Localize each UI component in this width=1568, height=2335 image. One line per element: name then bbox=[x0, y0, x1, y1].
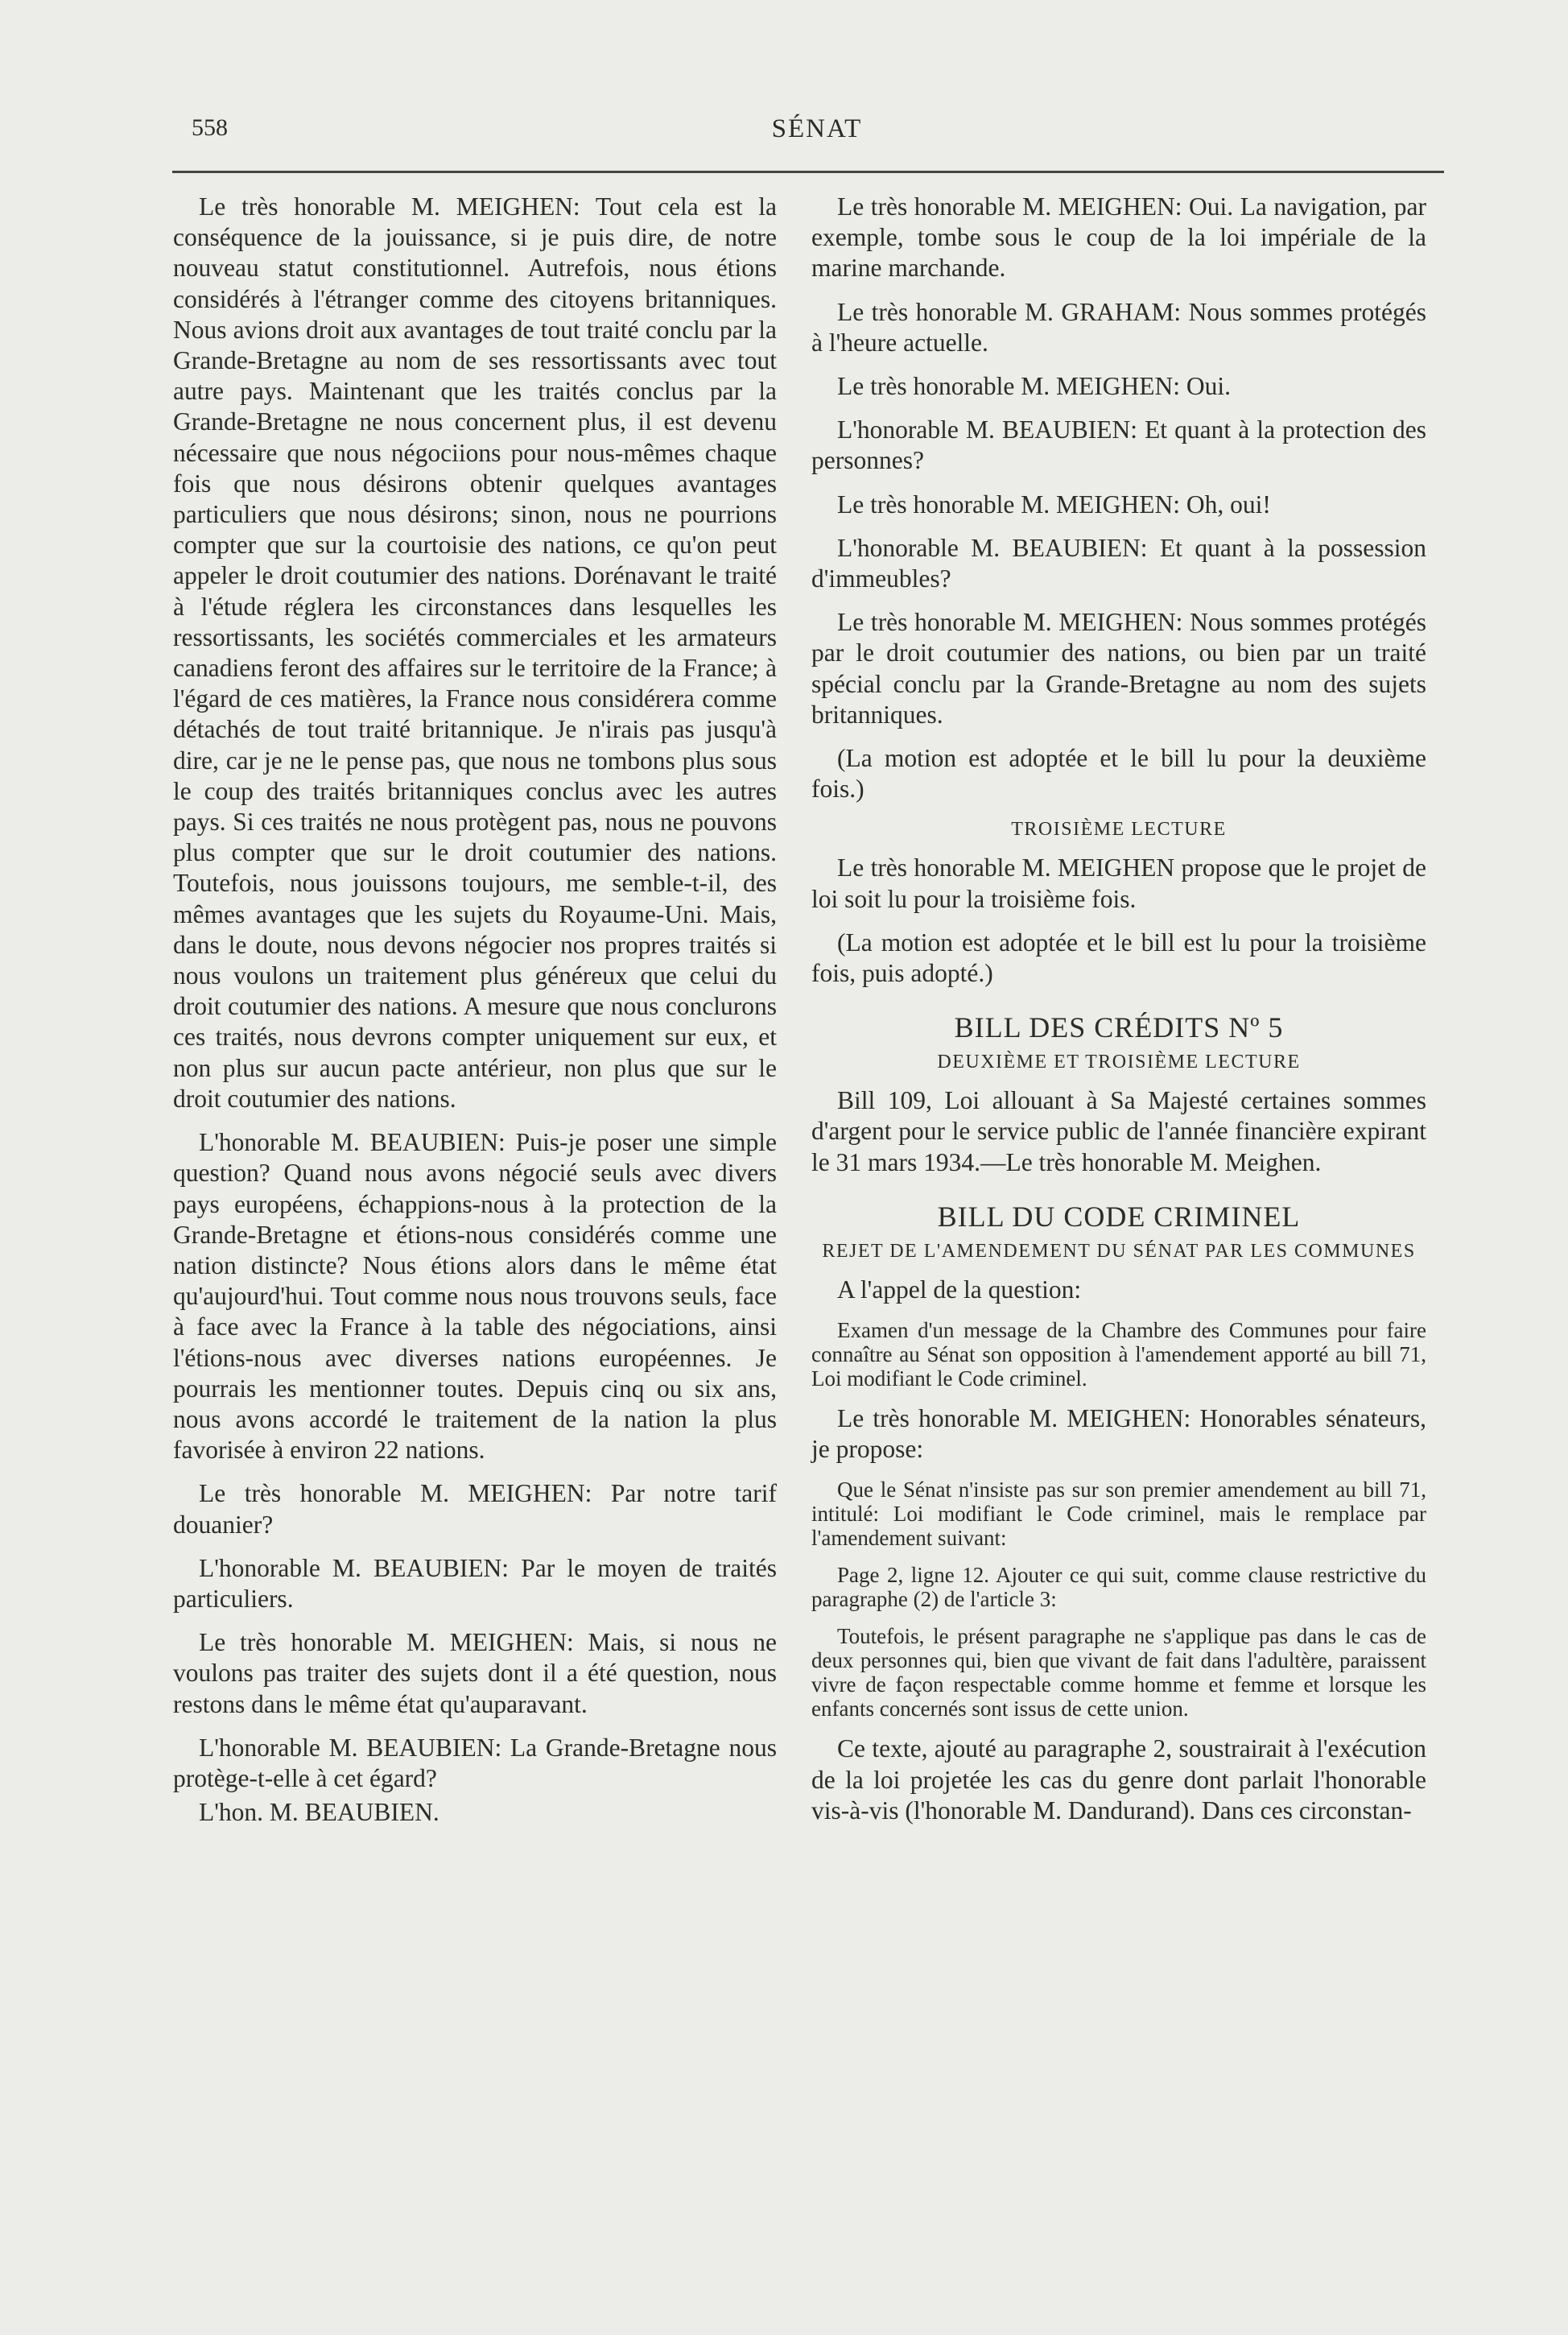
section-heading: BILL DU CODE CRIMINEL bbox=[937, 1200, 1301, 1233]
paragraph: A l'appel de la question: bbox=[837, 1275, 1082, 1304]
paragraph: L'hon. M. BEAUBIEN. bbox=[199, 1798, 439, 1827]
paragraph: Le très honorable M. MEIGHEN: Oui. bbox=[837, 372, 1232, 401]
left-column bbox=[173, 192, 777, 1841]
section-subheading: REJET DE L'AMENDEMENT DU SÉNAT PAR LES COMMUNES bbox=[822, 1240, 1416, 1262]
quoted-text: Toutefois, le présent paragraphe ne s'applique pas dans le cas de deux personnes qui, bien que vivant de fait dans l'adultère, paraissent vivre de façon respectable comme homme et femme et lorsque les enfants concernés sont issus de cette union. bbox=[811, 1624, 1426, 1721]
quoted-text: Examen d'un message de la Chambre des Communes pour faire connaître au Sénat son opposition à l'amendement apporté au bill 71, Loi modifiant le Code criminel. bbox=[811, 1318, 1426, 1391]
paragraph: L'honorable M. BEAUBIEN: Et quant à la protection des personnes? bbox=[811, 415, 1426, 475]
section-subheading: DEUXIÈME ET TROISIÈME LECTURE bbox=[937, 1052, 1301, 1073]
paragraph: L'honorable M. BEAUBIEN: Et quant à la possession d'immeubles? bbox=[811, 533, 1426, 593]
paragraph: Le très honorable M. MEIGHEN: Oh, oui! bbox=[837, 490, 1271, 519]
paragraph: L'honorable M. BEAUBIEN: Par le moyen de traités particuliers. bbox=[173, 1553, 777, 1613]
right-column bbox=[811, 192, 1426, 1839]
paragraph: Le très honorable M. MEIGHEN: Mais, si nous ne voulons pas traiter des sujets dont il a été question, nous restons dans le même état qu'auparavant. bbox=[173, 1628, 777, 1718]
quoted-text: Que le Sénat n'insiste pas sur son premier amendement au bill 71, intitulé: Loi modifiant le Code criminel, mais le remplace par l'amendement suivant: bbox=[811, 1477, 1426, 1551]
paragraph: (La motion est adoptée et le bill lu pour la deuxième fois.) bbox=[811, 744, 1426, 804]
page-title: SÉNAT bbox=[771, 114, 863, 143]
paragraph: Le très honorable M. MEIGHEN: Tout cela est la conséquence de la jouissance, si je puis dire, de notre nouveau statut constitutionnel. Autrefois, nous étions considérés à l'étranger comme des citoyens britanniques. Nous avions droit aux avantages de tout traité conclu par la Grande-Bretagne au nom de ses ressortissants avec tout autre pays. Maintenant que les traités conclus par la Grande-Bretagne ne nous concernent plus, il est devenu nécessaire que nous négociions pour nous-mêmes chaque fois que nous désirons obtenir quelques avantages particuliers que nous désirons; sinon, nous ne pourrions compter que sur la courtoisie des nations, ce qu'on peut appeler le droit coutumier des nations. Dorénavant le traité à l'étude réglera les circonstances dans lesquelles les ressortissants, les sociétés commerciales et les armateurs canadiens feront des affaires sur le territoire de la France; à l'égard de ces matières, la France nous considérera comme détachés de tout traité britannique. Je n'irais pas jusqu'à dire, car je ne le pense pas, que nous ne tombons plus sous le coup des traités britanniques conclus avec les autres pays. Si ces traités ne nous protègent pas, nous ne pouvons plus compter que sur le droit coutumier des nations. Toutefois, nous jouissons toujours, me semble-t-il, des mêmes avantages que les sujets du Royaume-Uni. Mais, dans le doute, nous devons négocier nos propres traités si nous voulons un traitement plus généreux que celui du droit coutumier des nations. A mesure que nous conclurons ces traités, nous devrons compter uniquement sur eux, et non plus sur aucun pacte antérieur, non plus que sur le droit coutumier des nations. bbox=[173, 192, 777, 1113]
paragraph: Le très honorable M. GRAHAM: Nous sommes protégés à l'heure actuelle. bbox=[811, 297, 1426, 357]
page-number: 558 bbox=[192, 114, 228, 141]
paragraph: L'honorable M. BEAUBIEN: La Grande-Bretagne nous protège-t-elle à cet égard? bbox=[173, 1733, 777, 1792]
paragraph: Le très honorable M. MEIGHEN propose que le projet de loi soit lu pour la troisième fois. bbox=[811, 853, 1426, 913]
paragraph: Bill 109, Loi allouant à Sa Majesté certaines sommes d'argent pour le service public de l'année financière expirant le 31 mars 1934.—Le très honorable M. Meighen. bbox=[811, 1086, 1426, 1176]
section-heading: TROISIÈME LECTURE bbox=[1011, 819, 1227, 841]
paragraph: Le très honorable M. MEIGHEN: Honorables sénateurs, je propose: bbox=[811, 1404, 1426, 1464]
quoted-text: Page 2, ligne 12. Ajouter ce qui suit, comme clause restrictive du paragraphe (2) de l'article 3: bbox=[811, 1563, 1426, 1612]
paragraph: Le très honorable M. MEIGHEN: Par notre tarif douanier? bbox=[173, 1479, 777, 1539]
paragraph: Le très honorable M. MEIGHEN: Oui. La navigation, par exemple, tombe sous le coup de la loi impériale de la marine marchande. bbox=[811, 192, 1426, 283]
paragraph: Ce texte, ajouté au paragraphe 2, soustrairait à l'exécution de la loi projetée les cas du genre dont parlait l'honorable vis-à-vis (l'honorable M. Dandurand). Dans ces circonstan- bbox=[811, 1734, 1426, 1825]
header-rule bbox=[172, 171, 1444, 173]
paragraph: L'honorable M. BEAUBIEN: Puis-je poser une simple question? Quand nous avons négocié seuls avec divers pays européens, échappions-nous à la protection de la Grande-Bretagne et étions-nous considérés comme une nation distincte? Nous étions alors dans le même état qu'aujourd'hui. Tout comme nous nous trouvons seuls, face à face avec la France à la table des négociations, ainsi l'étions-nous avec diverses nations européennes. Je pourrais les mentionner toutes. Depuis cinq ou six ans, nous avons accordé le traitement de la nation la plus favorisée à environ 22 nations. bbox=[173, 1128, 777, 1465]
paragraph: (La motion est adoptée et le bill est lu pour la troisième fois, puis adopté.) bbox=[811, 928, 1426, 988]
section-heading: BILL DES CRÉDITS Nº 5 bbox=[954, 1011, 1284, 1044]
paragraph: Le très honorable M. MEIGHEN: Nous sommes protégés par le droit coutumier des nations, ou bien par un traité spécial conclu par la Grande-Bretagne au nom des sujets britanniques. bbox=[811, 608, 1426, 729]
